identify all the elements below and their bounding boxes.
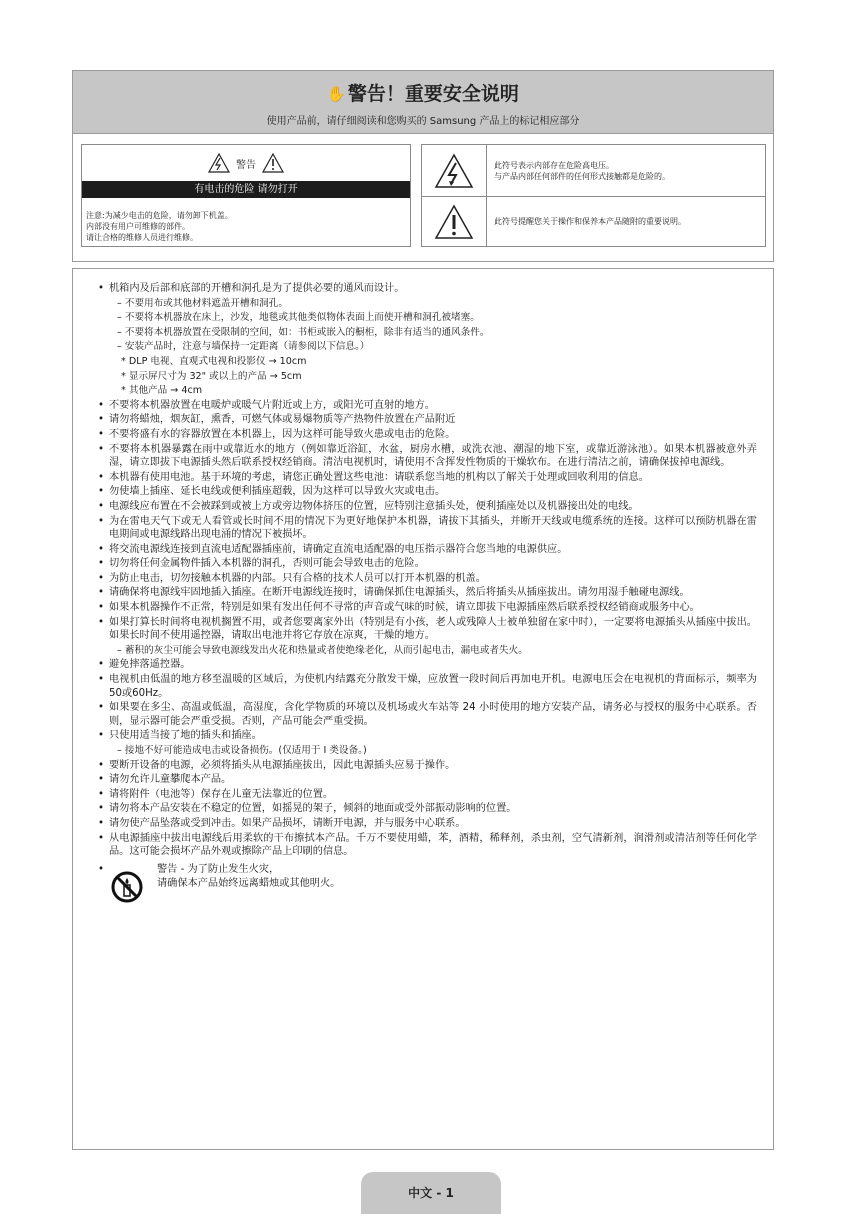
symbol-description: 与产品内部任何部件的任何形式接触都是危险的。: [494, 171, 670, 181]
symbol-description: 此符号表示内部存在危险高电压。: [494, 160, 614, 170]
fire-warning-line: 请确保本产品始终远离蜡烛或其他明火。: [157, 877, 341, 889]
fire-warning-line: 警告 - 为了防止发生火灾，: [157, 863, 280, 875]
instruction-item: • 不要将本机器放置在电暖炉或暖气片附近或上方，或阳光可直射的地方。: [97, 399, 757, 413]
symbol-row: [422, 145, 765, 197]
hand-icon: ✋: [327, 85, 346, 103]
instruction-item: • 如果要在多尘、高温或低温，高湿度，含化学物质的环境以及机场或火车站等 24 小时使用的地方安装产品，请务必与授权的服务中心联系。否则，显示器可能会严重受损。否则，产品可能会严重受损。: [97, 701, 757, 728]
instruction-item: • 切勿将任何金属物件插入本机器的洞孔，否则可能会导致电击的危险。: [97, 557, 757, 571]
clearance-spec-item: * 其他产品 → 4cm: [121, 385, 203, 397]
instruction-item: • 电视机由低温的地方移至温暖的区域后，为使机内结露充分散发干燥，应放置一段时间后再加电开机。电源电压会在电视机的背面标示，频率为50或60Hz。: [97, 673, 757, 700]
instruction-item: • 如果打算长时间将电视机搁置不用，或者您要离家外出（特别是有小孩，老人或残障人士被单独留在家中时），一定要将电源插头从插座中拔出。如果长时间不使用遥控器，请取出电池并将它存放在凉爽，干燥的地方。: [97, 616, 757, 643]
bullet: •: [98, 863, 105, 875]
high-voltage-triangle-icon: [434, 153, 474, 189]
instruction-item: • 不要将本机器暴露在雨中或靠近水的地方（例如靠近浴缸，水盆，厨房水槽，或洗衣池、潮湿的地下室，或靠近游泳池）。如果本机器被意外弄湿，请立即拔下电源插头然后联系授权经销商。清洁电视机时，请使用不含挥发性物质的干燥软布。在进行清洁之前，请确保拔掉电源线。: [97, 443, 757, 470]
caution-warning-line: [82, 145, 410, 181]
instruction-subitem: – 不要用布或其他材料遮盖开槽和洞孔。: [117, 297, 288, 309]
instruction-subitem: – 接地不好可能造成电击或设备损伤。(仅适用于 I 类设备。): [117, 745, 367, 756]
instruction-item: • 不要将盛有水的容器放置在本机器上，因为这样可能导致火患或电击的危险。: [97, 428, 757, 442]
instruction-item: • 请将附件（电池等）保存在儿童无法靠近的位置。: [97, 788, 757, 802]
exclamation-triangle-icon: [434, 204, 474, 240]
instruction-item: • 电源线应布置在不会被踩到或被上方或旁边物体挤压的位置，应特别注意插头处，便利插座处以及机器接出处的电线。: [97, 500, 757, 514]
instruction-item: • 为防止电击，切勿接触本机器的内部。只有合格的技术人员可以打开本机器的机盖。: [97, 572, 757, 586]
instruction-item: • 为在雷电天气下或无人看管或长时间不用的情况下为更好地保护本机器，请拔下其插头，并断开天线或电缆系统的连接。这样可以预防机器在雷电期间或电源线路出现电涌的情况下被损坏。: [97, 515, 757, 542]
clearance-spec-item: * DLP 电视、直观式电视和投影仪 → 10cm: [121, 355, 307, 367]
page-number: 中文 - 1: [408, 1186, 454, 1200]
instruction-item: • 请勿将本产品安装在不稳定的位置，如摇晃的架子，倾斜的地面或受外部振动影响的位置。: [97, 802, 757, 816]
instruction-item: • 如果本机器操作不正常，特别是如果有发出任何不寻常的声音或气味的时候，请立即拔下电源插座然后联系授权经销商或服务中心。: [97, 601, 757, 615]
instruction-subitem: – 蓄积的灰尘可能会导致电源线发出火花和热量或者使绝缘老化，从而引起电击，漏电或者失火。: [117, 644, 528, 656]
caution-note-line: 请让合格的维修人员进行维修。: [86, 233, 198, 242]
symbol-row: [422, 196, 765, 247]
instruction-item: • 将交流电源线连接到直流电适配器插座前，请确定直流电适配器的电压指示器符合您当地的电源供应。: [97, 543, 757, 557]
page-subtitle: 使用产品前，请仔细阅读和您购买的 Samsung 产品上的标记相应部分: [266, 116, 580, 127]
high-voltage-triangle-icon: [208, 153, 230, 173]
warning-panel: [72, 134, 774, 262]
exclamation-triangle-icon: [262, 153, 284, 173]
safety-instructions-list: [97, 282, 757, 903]
instruction-item: • 避免摔落遥控器。: [97, 658, 757, 672]
instruction-subitem: – 安装产品时，注意与墙保持一定距离（请参阅以下信息。）: [117, 341, 370, 353]
instruction-item: • 请确保将电源线牢固地插入插座。在断开电源线连接时，请确保抓住电源插头，然后将插头从插座拔出。请勿用湿手触碰电源线。: [97, 586, 757, 600]
symbol-legend: [421, 144, 766, 247]
page-number-tab: [361, 1172, 501, 1214]
fire-warning: [97, 863, 757, 903]
symbol-description: 此符号提醒您关于操作和保养本产品随附的重要说明。: [494, 217, 686, 226]
safety-header: [72, 70, 774, 134]
caution-label-box: [81, 144, 411, 247]
caution-warning-label: 警告: [236, 159, 256, 171]
instruction-item: • 机箱内及后部和底部的开槽和洞孔是为了提供必要的通风而设计。: [97, 282, 757, 296]
instruction-item: • 勿使墙上插座、延长电线或便利插座超载，因为这样可以导致火灾或电击。: [97, 485, 757, 499]
instruction-item: • 要断开设备的电源，必须将插头从电源插座拔出，因此电源插头应易于操作。: [97, 759, 757, 773]
caution-notes: [82, 198, 410, 243]
instruction-item: • 只使用适当接了地的插头和插座。: [97, 729, 757, 743]
instruction-subitem: – 不要将本机器放置在受限制的空间，如：书柜或嵌入的橱柜，除非有适当的通风条件。: [117, 326, 490, 338]
instruction-item: • 从电源插座中拔出电源线后用柔软的干布擦拭本产品。千万不要使用蜡，苯，酒精，稀释剂，杀虫剂，空气清新剂，润滑剂或清洁剂等任何化学品。这可能会损坏产品外观或擦除产品上印刷的信息。: [97, 832, 757, 859]
safety-instructions-box: [72, 268, 774, 1150]
shock-hazard-bar: 有电击的危险 请勿打开: [82, 181, 410, 198]
caution-note-line: 内部没有用户可维修的部件。: [86, 222, 190, 231]
no-candle-icon: [111, 871, 143, 903]
instruction-item: • 本机器有使用电池。基于环境的考虑，请您正确处置这些电池：请联系您当地的机构以了解关于处理或回收利用的信息。: [97, 471, 757, 485]
instruction-item: • 请勿使产品坠落或受到冲击。如果产品损坏，请断开电源，并与服务中心联系。: [97, 817, 757, 831]
clearance-spec-item: * 显示屏尺寸为 32" 或以上的产品 → 5cm: [121, 370, 302, 382]
instruction-subitem: – 不要将本机器放在床上，沙发，地毯或其他类似物体表面上而使开槽和洞孔被堵塞。: [117, 312, 480, 324]
caution-note-line: 注意:为减少电击的危险，请勿卸下机盖。: [86, 211, 233, 220]
instruction-item: • 请勿将蜡烛，烟灰缸，熏香，可燃气体或易爆物质等产热物件放置在产品附近: [97, 413, 757, 427]
instruction-item: • 请勿允许儿童攀爬本产品。: [97, 773, 757, 787]
page-title: ✋ 警告！重要安全说明: [327, 83, 519, 105]
